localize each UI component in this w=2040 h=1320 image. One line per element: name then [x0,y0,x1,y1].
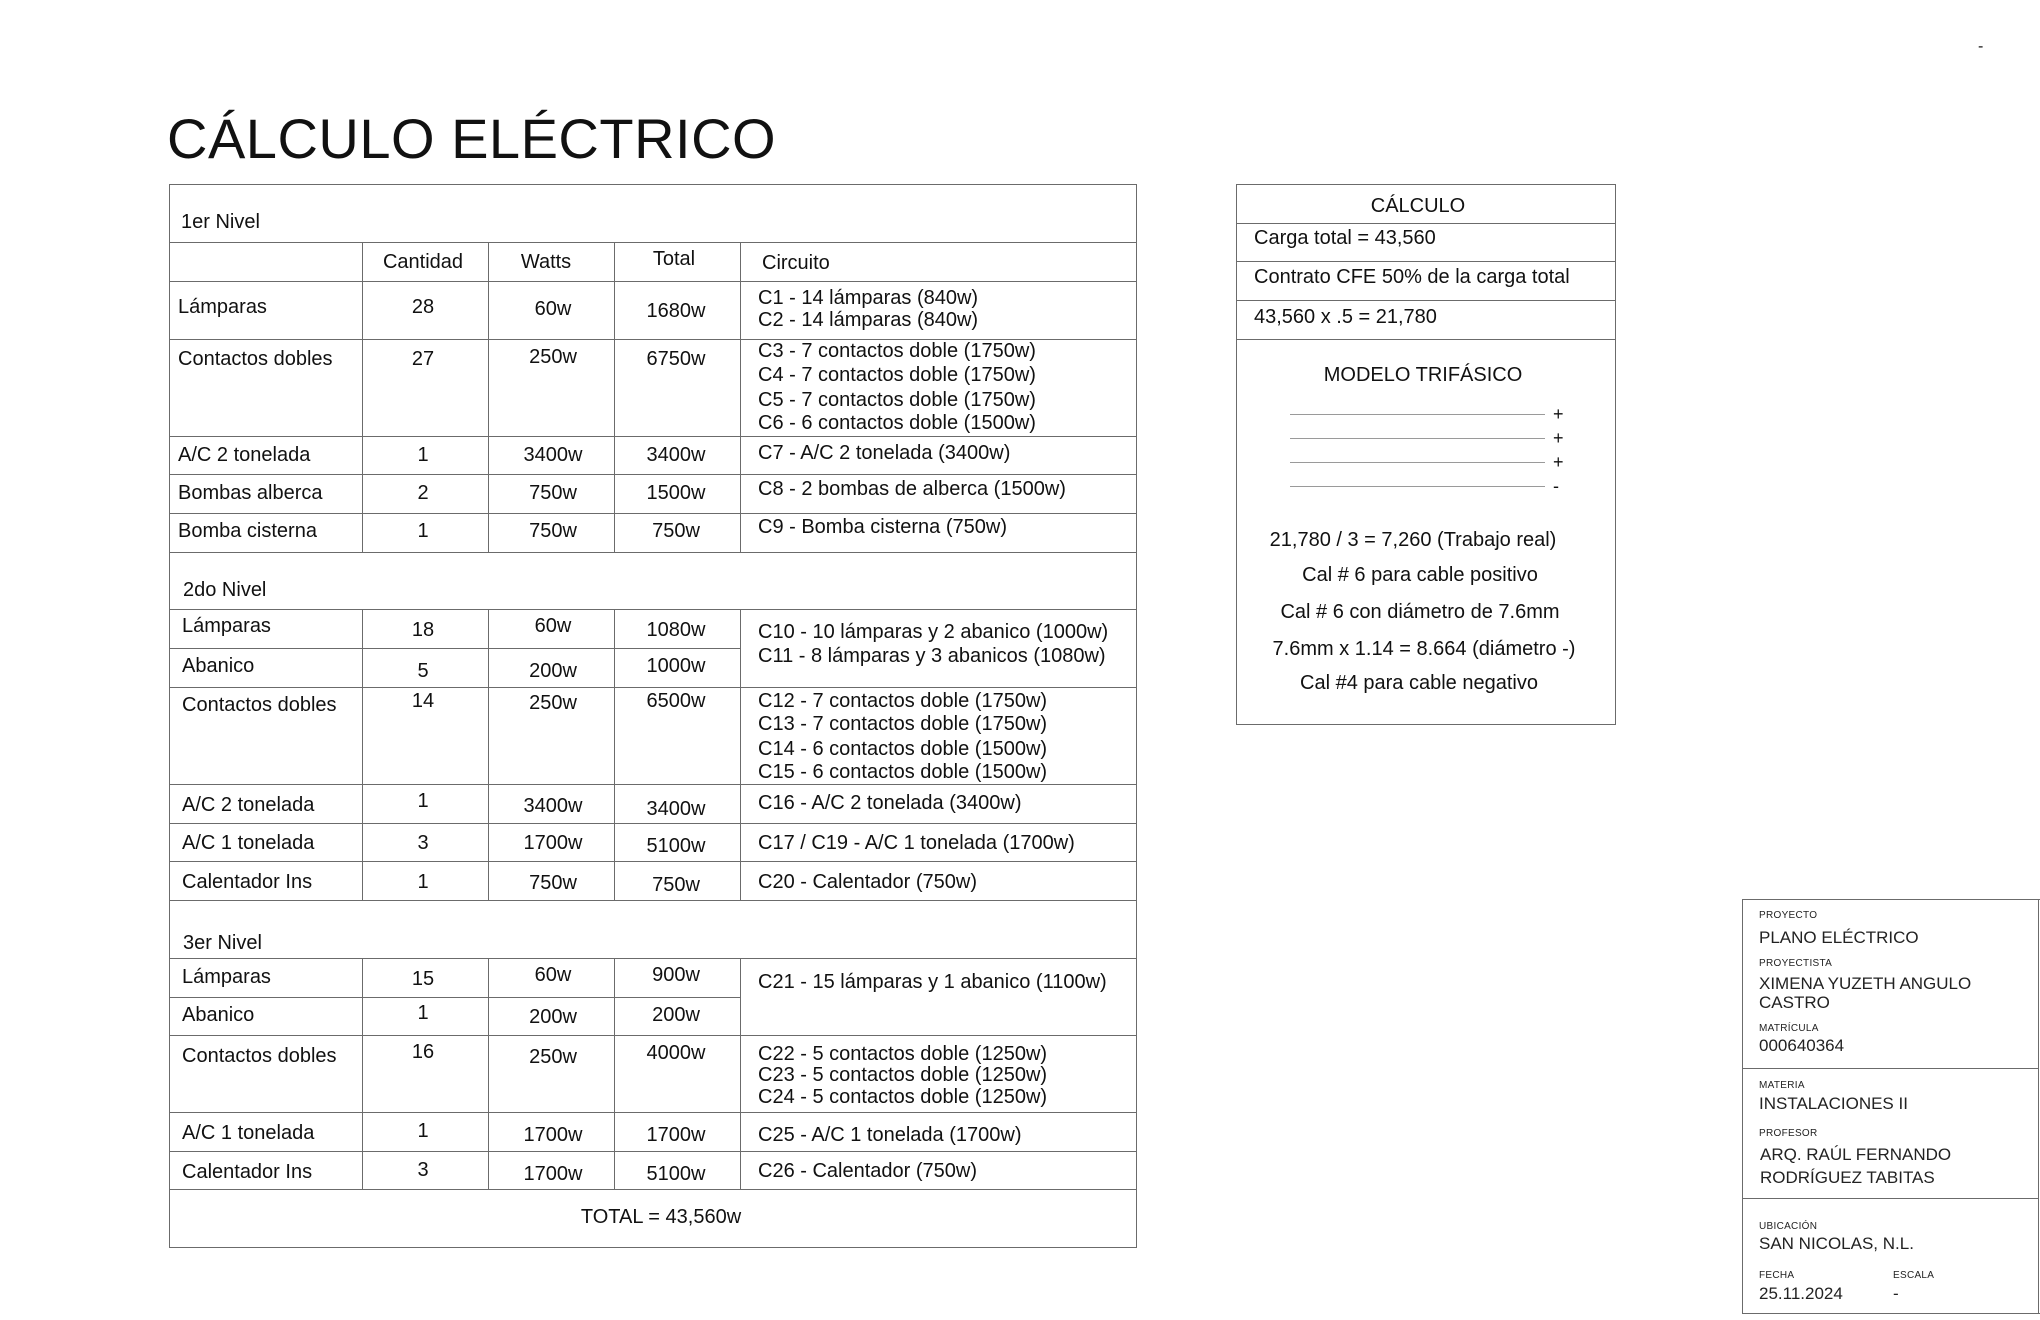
row-watts: 250w [529,692,577,714]
row-circuit: C17 / C19 - A/C 1 tonelada (1700w) [758,832,1075,854]
matricula-label: MATRÍCULA [1759,1023,1819,1034]
row-watts: 1700w [523,1163,583,1185]
level-title-2: 2do Nivel [183,579,267,601]
row-watts: 750w [529,482,577,504]
row-total: 750w [652,520,700,542]
escala-value: - [1893,1284,1899,1303]
row-circuit: C23 - 5 contactos doble (1250w) [758,1064,1048,1086]
calc-note-diametro-negativo: 7.6mm x 1.14 = 8.664 (diámetro -) [1272,638,1576,660]
calc-note-cable-positivo: Cal # 6 para cable positivo [1302,564,1538,586]
phase-sign-2: + [1553,428,1564,448]
proyecto-label: PROYECTO [1759,910,1818,921]
row-circuit: C2 - 14 lámparas (840w) [758,309,979,331]
level-title-3: 3er Nivel [183,932,262,954]
row-circuit: C16 - A/C 2 tonelada (3400w) [758,792,1022,814]
profesor-line-1: ARQ. RAÚL FERNANDO [1760,1145,1952,1164]
row-item: Bomba cisterna [178,520,317,542]
row-total: 3400w [646,798,706,820]
profesor-label: PROFESOR [1759,1128,1818,1139]
row-circuit: C13 - 7 contactos doble (1750w) [758,713,1048,735]
phase-sign-3: + [1553,452,1564,472]
row-item: A/C 1 tonelada [182,1122,315,1144]
model-title: MODELO TRIFÁSICO [1323,364,1523,386]
row-watts: 200w [529,660,577,682]
header-total: Total [652,248,696,270]
row-circuit: C20 - Calentador (750w) [758,871,977,893]
materia-value: INSTALACIONES II [1759,1094,1908,1113]
calc-line-contrato: Contrato CFE 50% de la carga total [1254,266,1570,288]
row-item: Lámparas [182,615,271,637]
row-total: 4000w [646,1042,706,1064]
proyectista-line-2: CASTRO [1759,993,1830,1012]
row-total: 3400w [646,444,706,466]
page-title: CÁLCULO ELÉCTRICO [167,107,777,170]
row-circuit: C24 - 5 contactos doble (1250w) [758,1086,1048,1108]
row-total: 1500w [646,482,706,504]
row-circuit: C14 - 6 contactos doble (1500w) [758,738,1048,760]
row-total: 1000w [646,655,706,677]
row-watts: 60w [534,615,572,637]
row-circuit: C21 - 15 lámparas y 1 abanico (1100w) [758,971,1107,993]
row-cantidad: 5 [417,660,429,682]
row-cantidad: 18 [411,619,435,641]
row-item: Calentador Ins [182,1161,313,1183]
calc-note-diametro: Cal # 6 con diámetro de 7.6mm [1280,601,1560,623]
row-circuit: C8 - 2 bombas de alberca (1500w) [758,478,1066,500]
row-total: 5100w [646,835,706,857]
row-circuit: C6 - 6 contactos doble (1500w) [758,412,1036,434]
row-watts: 250w [529,1046,577,1068]
row-total: 1080w [646,619,706,641]
row-watts: 3400w [523,444,583,466]
row-cantidad: 16 [411,1041,435,1063]
row-watts: 750w [529,872,577,894]
row-circuit: C1 - 14 lámparas (840w) [758,287,979,309]
row-cantidad: 2 [417,482,429,504]
escala-label: ESCALA [1893,1270,1935,1281]
header-cantidad: Cantidad [382,251,464,273]
row-circuit: C15 - 6 contactos doble (1500w) [758,761,1048,783]
row-item: Lámparas [178,296,267,318]
row-cantidad: 3 [417,1159,429,1181]
row-circuit: C26 - Calentador (750w) [758,1160,977,1182]
row-circuit: C22 - 5 contactos doble (1250w) [758,1043,1048,1065]
row-circuit: C4 - 7 contactos doble (1750w) [758,364,1036,386]
row-item: Contactos dobles [182,1045,337,1067]
header-circuito: Circuito [762,252,830,274]
row-cantidad: 27 [411,348,435,370]
row-item: Contactos dobles [182,694,337,716]
row-total: 1680w [646,300,706,322]
row-cantidad: 1 [417,790,429,812]
calc-line-carga-total: Carga total = 43,560 [1254,227,1436,249]
row-circuit: C5 - 7 contactos doble (1750w) [758,389,1036,411]
proyectista-line-1: XIMENA YUZETH ANGULO [1759,974,1972,993]
proyectista-label: PROYECTISTA [1759,958,1833,969]
row-cantidad: 1 [417,871,429,893]
row-watts: 250w [529,346,577,368]
row-item: A/C 2 tonelada [178,444,311,466]
materia-label: MATERIA [1759,1080,1805,1091]
level-title-1: 1er Nivel [181,211,260,233]
row-total: 6500w [646,690,706,712]
calc-title: CÁLCULO [1370,195,1466,217]
grand-total: TOTAL = 43,560w [580,1206,742,1228]
row-item: Contactos dobles [178,348,333,370]
row-item: Calentador Ins [182,871,313,893]
row-item: Abanico [182,655,255,677]
ubicacion-value: SAN NICOLAS, N.L. [1759,1234,1914,1253]
proyecto-value: PLANO ELÉCTRICO [1759,928,1919,947]
row-cantidad: 1 [417,1002,429,1024]
phase-sign-1: + [1553,404,1564,424]
row-cantidad: 14 [411,690,435,712]
row-circuit: C9 - Bomba cisterna (750w) [758,516,1007,538]
calc-note-cable-negativo: Cal #4 para cable negativo [1300,672,1538,694]
row-item: Abanico [182,1004,255,1026]
row-total: 200w [652,1004,700,1026]
fecha-value: 25.11.2024 [1759,1284,1843,1303]
row-circuit: C10 - 10 lámparas y 2 abanico (1000w) [758,621,1109,643]
row-item: Bombas alberca [178,482,323,504]
neutral-sign: - [1553,476,1559,496]
row-watts: 3400w [523,795,583,817]
row-total: 5100w [646,1163,706,1185]
row-watts: 60w [534,964,572,986]
row-total: 900w [652,964,700,986]
row-watts: 750w [529,520,577,542]
row-circuit: C3 - 7 contactos doble (1750w) [758,340,1036,362]
calc-line-multiplicacion: 43,560 x .5 = 21,780 [1254,306,1437,328]
header-watts: Watts [520,251,572,273]
row-cantidad: 28 [411,296,435,318]
row-total: 1700w [646,1124,706,1146]
row-cantidad: 1 [417,520,429,542]
row-item: Lámparas [182,966,271,988]
row-cantidad: 3 [417,832,429,854]
row-watts: 1700w [523,1124,583,1146]
fecha-label: FECHA [1759,1270,1795,1281]
row-total: 6750w [646,348,706,370]
row-watts: 60w [534,298,572,320]
row-circuit: C7 - A/C 2 tonelada (3400w) [758,442,1011,464]
row-watts: 1700w [523,832,583,854]
row-watts: 200w [529,1006,577,1028]
corner-mark: - [1978,38,1984,55]
row-cantidad: 1 [417,1120,429,1142]
row-item: A/C 1 tonelada [182,832,315,854]
ubicacion-label: UBICACIÓN [1759,1221,1818,1232]
row-cantidad: 15 [411,968,435,990]
row-circuit: C11 - 8 lámparas y 3 abanicos (1080w) [758,645,1106,667]
calc-note-trabajo-real: 21,780 / 3 = 7,260 (Trabajo real) [1269,529,1557,551]
row-cantidad: 1 [417,444,429,466]
profesor-line-2: RODRÍGUEZ TABITAS [1760,1168,1935,1187]
matricula-value: 000640364 [1759,1036,1845,1055]
row-circuit: C12 - 7 contactos doble (1750w) [758,690,1048,712]
row-circuit: C25 - A/C 1 tonelada (1700w) [758,1124,1022,1146]
row-item: A/C 2 tonelada [182,794,315,816]
row-total: 750w [652,874,700,896]
